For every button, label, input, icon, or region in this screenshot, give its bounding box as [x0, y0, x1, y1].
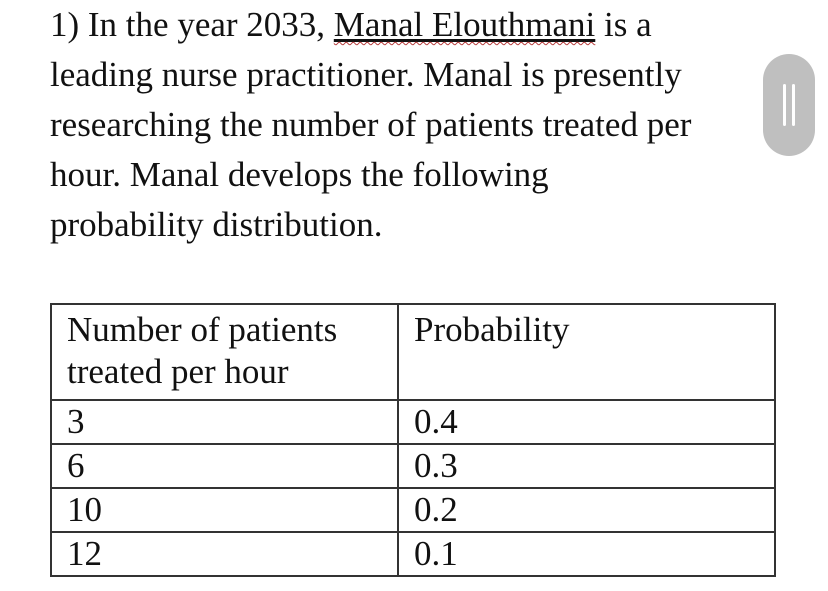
table-row	[51, 444, 775, 488]
question-line-1-suffix: is a	[595, 5, 652, 44]
table-header-row	[51, 304, 775, 400]
question-line-2: leading nurse practitioner. Manal is presently	[50, 55, 682, 94]
cell-patients: 6	[51, 444, 398, 488]
person-name	[334, 5, 595, 44]
spellcheck-flagged-name[interactable]: Manal Elouthmani	[333, 5, 596, 44]
cell-probability: 0.1	[398, 532, 775, 576]
question-line-1	[50, 0, 770, 50]
question-text	[50, 0, 770, 250]
question-line-4: hour. Manal develops the following	[50, 155, 549, 194]
table-row	[51, 400, 775, 444]
question-line-1-prefix: 1) In the year 2033,	[50, 5, 334, 44]
cell-patients: 3	[51, 400, 398, 444]
table-row	[51, 532, 775, 576]
probability-table	[50, 303, 776, 577]
header-probability: Probability	[398, 304, 775, 400]
cell-probability: 0.3	[398, 444, 775, 488]
grip-line-right	[792, 84, 795, 126]
question-line-3: researching the number of patients treated per	[50, 105, 692, 144]
question-line-5: probability distribution.	[50, 205, 383, 244]
cell-patients: 10	[51, 488, 398, 532]
drag-handle-icon[interactable]	[763, 54, 815, 156]
cell-patients: 12	[51, 532, 398, 576]
table-row	[51, 488, 775, 532]
cell-probability: 0.4	[398, 400, 775, 444]
grip-line-left	[783, 84, 786, 126]
cell-probability: 0.2	[398, 488, 775, 532]
header-patients-per-hour: Number of patients treated per hour	[51, 304, 398, 400]
